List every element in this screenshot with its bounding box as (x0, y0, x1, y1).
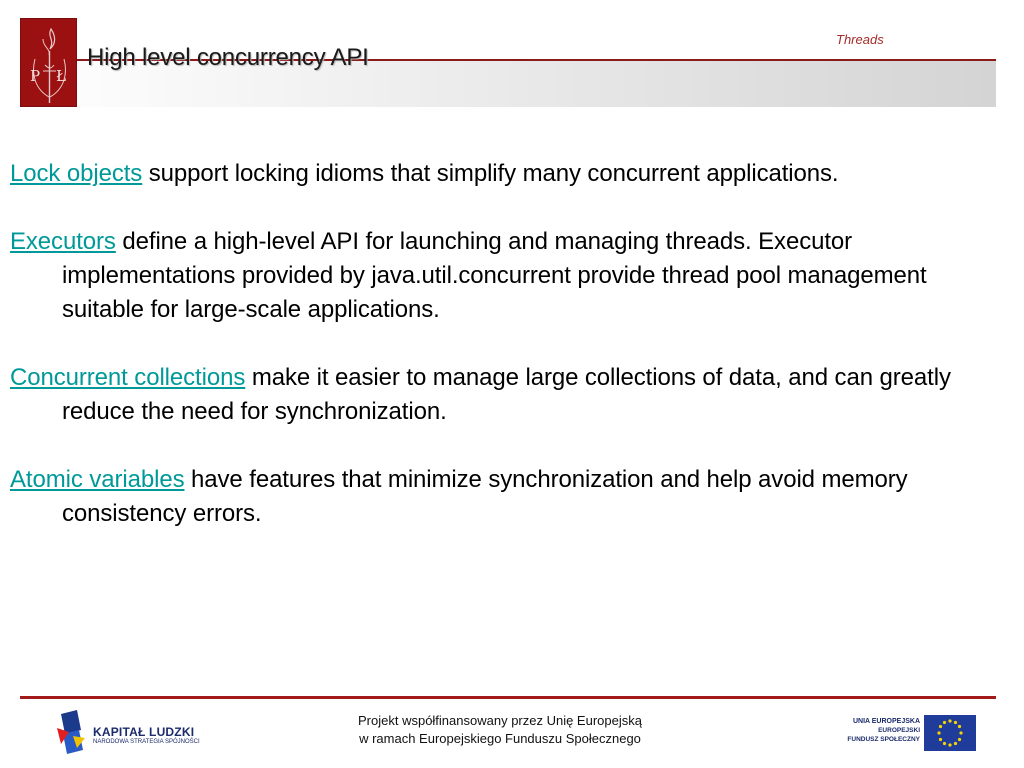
slide-content (10, 157, 1010, 565)
svg-text:Ł: Ł (56, 67, 67, 85)
eu-logo (840, 713, 980, 753)
eu-line-3: FUNDUSZ SPOŁECZNY (847, 736, 920, 743)
lock-objects-link[interactable]: Lock objects (10, 160, 143, 187)
eu-flag-icon (924, 715, 976, 751)
eu-logo-text (840, 717, 920, 744)
footer-funding-note (300, 712, 700, 748)
concurrent-collections-link[interactable]: Concurrent collections (10, 364, 246, 391)
atomic-variables-link[interactable]: Atomic variables (10, 466, 185, 493)
kapital-ludzki-title: KAPITAŁ LUDZKI (93, 725, 195, 739)
eu-line-1: UNIA EUROPEJSKA (852, 718, 920, 725)
eu-line-2: EUROPEJSKI (878, 727, 920, 734)
section-label: Threads (836, 32, 884, 47)
executors-link[interactable]: Executors (10, 228, 116, 255)
list-item-text: make it easier to manage large collections of data, and can greatly reduce the need for synchronization. (62, 364, 951, 425)
list-item (10, 361, 1010, 429)
list-item (10, 463, 1010, 531)
list-item-text: have features that minimize synchronization and help avoid memory consistency errors. (62, 466, 908, 527)
list-item (10, 225, 1010, 327)
kapital-ludzki-subtitle: NARODOWA STRATEGIA SPÓJNOŚCI (93, 739, 200, 745)
page-title: High level concurrency API (87, 44, 369, 71)
list-item (10, 157, 1010, 191)
list-item-text: support locking idioms that simplify many concurrent applications. (142, 160, 839, 187)
list-item-text: define a high-level API for launching and managing threads. Executor implementations provided by java.util.concurrent provide thread pool management suitable for large-scale applications. (62, 228, 927, 323)
footer-line-2: w ramach Europejskiego Funduszu Społecznego (359, 731, 641, 746)
kapital-ludzki-icon (55, 710, 89, 756)
footer-divider (20, 696, 996, 699)
university-crest-icon (20, 18, 77, 107)
kapital-ludzki-logo (55, 710, 225, 756)
footer-line-1: Projekt współfinansowany przez Unię Europejską (358, 713, 642, 728)
svg-text:P: P (30, 67, 41, 85)
